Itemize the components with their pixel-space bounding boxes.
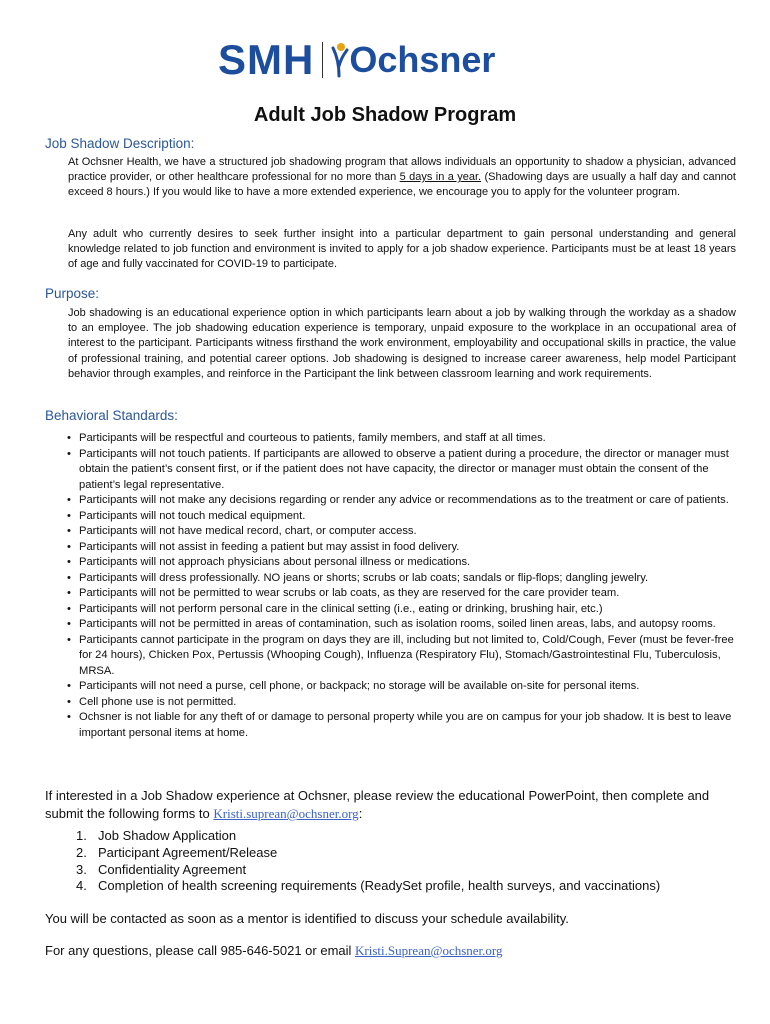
list-item: • Participants cannot participate in the program on days they are ill, including but not limited to, Cold/Cough, Fever (must be fever-free for 24 hours), Chicken Pox, Pertussis (Whooping Cough), Influenza (Respiratory Flu), Stomach/Gastrointestinal Flu, Tuberculosis, MRSA. <box>66 633 736 680</box>
form-name: Job Shadow Application <box>98 828 237 843</box>
ochsner-logo-text: Ochsner <box>349 39 496 80</box>
list-item: • Cell phone use is not permitted. <box>66 695 736 711</box>
list-item <box>76 845 660 862</box>
list-item: • Participants will not approach physicians about personal illness or medications. <box>66 555 736 571</box>
list-number: 3. <box>76 861 87 877</box>
list-item: • Participants will not have medical record, chart, or computer access. <box>66 524 736 540</box>
header-logo <box>218 38 495 82</box>
list-item: • Participants will not need a purse, cell phone, or backpack; no storage will be available on-site for personal items. <box>66 679 736 695</box>
forms-list <box>76 828 660 895</box>
list-item: • Participants will not assist in feeding a patient but may assist in food delivery. <box>66 540 736 556</box>
list-number: 4. <box>76 878 87 894</box>
list-item: • Participants will not make any decisions regarding or render any advice or recommendations as to the treatment or care of patients. <box>66 493 736 509</box>
list-item: • Participants will not touch medical equipment. <box>66 509 736 525</box>
list-item: • Participants will not be permitted in areas of contamination, such as isolation rooms, soiled linen areas, labs, and autopsy rooms. <box>66 617 736 633</box>
standards-heading: Behavioral Standards: <box>45 408 178 423</box>
interest-text: If interested in a Job Shadow experience at Ochsner, please review the educational PowerPoint, then complete and submit the following forms to <box>45 788 710 821</box>
list-item: • Participants will not be permitted to wear scrubs or lab coats, as they are reserved for the care provider team. <box>66 586 736 602</box>
list-number: 1. <box>76 828 87 843</box>
description-heading: Job Shadow Description: <box>45 136 195 151</box>
list-item: • Participants will not perform personal care in the clinical setting (i.e., eating or drinking, brushing hair, etc.) <box>66 602 736 618</box>
list-item <box>76 828 660 845</box>
form-name: Participant Agreement/Release <box>98 844 278 860</box>
description-text-1: At Ochsner Health, we have a structured job shadowing program that allows individuals an opportunity to shadow a physician, advanced practice provider, or other healthcare professional for no more than <box>68 156 736 184</box>
form-name: Completion of health screening requirements (ReadySet profile, health surveys, and vaccinations) <box>98 878 661 894</box>
purpose-paragraph: Job shadowing is an educational experience option in which participants learn about a job by walking through the workday as a shadow to an employee. The job shadowing education experience is temporary, unpaid exposure to the workplace in an occupational area of interest to the participant. Participants witness firsthand the work environment, employability and occupational skills in practice, the value of professional training, and potential career options. Job shadowing is designed to increase career awareness, help model Participant behavior through examples, and reinforce in the Participant the link between classroom learning and work requirements. <box>68 307 736 380</box>
description-paragraph-2: Any adult who currently desires to seek further insight into a particular department to gain personal understanding and general knowledge related to job function and environment is invited to apply for a job shadow experience. Participants must be at least 18 years of age and fully vaccinated for COVID-19 to participate. <box>68 228 736 271</box>
list-number: 2. <box>76 844 87 860</box>
list-item: • Participants will be respectful and courteous to patients, family members, and staff at all times. <box>66 431 736 447</box>
form-name: Confidentiality Agreement <box>98 861 247 877</box>
contact-note: You will be contacted as soon as a mentor is identified to discuss your schedule availability. <box>45 911 569 926</box>
interest-paragraph <box>45 787 745 823</box>
submission-email-link[interactable]: Kristi.suprean@ochsner.org <box>213 806 359 821</box>
list-item: • Participants will not touch patients. If participants are allowed to observe a patient during a procedure, the director or manager must obtain the patient’s consent first, or if the patient does not have capacity, the director or manager must obtain the consent of the patient’s legal representative. <box>66 447 736 494</box>
questions-text: For any questions, please call 985-646-5021 or email <box>45 943 356 958</box>
logo-divider <box>322 42 323 78</box>
list-item <box>76 862 660 879</box>
description-text-2: (Shadowing days are usually a half day and cannot exceed 8 hours.) If you would like to have a more extended experience, we encourage you to apply for the volunteer program. <box>68 171 736 199</box>
smh-logo-text: SMH <box>218 36 315 83</box>
list-item <box>76 878 660 895</box>
questions-email-link[interactable]: Kristi.Suprean@ochsner.org <box>355 943 503 958</box>
list-item: • Participants will dress professionally. NO jeans or shorts; scrubs or lab coats; sandals or flip-flops; dangling jewelry. <box>66 571 736 587</box>
standards-list <box>66 431 736 741</box>
purpose-heading: Purpose: <box>45 286 100 301</box>
shadow-limit-text: 5 days in a year. <box>399 171 482 184</box>
questions-paragraph <box>45 942 745 960</box>
ochsner-figure-icon <box>329 40 349 80</box>
list-item: • Ochsner is not liable for any theft of or damage to personal property while you are on campus for your job shadow. It is best to leave important personal items at home. <box>66 710 736 741</box>
interest-text-end: : <box>358 806 363 821</box>
page-title: Adult Job Shadow Program <box>253 104 517 126</box>
description-paragraph-1 <box>68 155 736 201</box>
